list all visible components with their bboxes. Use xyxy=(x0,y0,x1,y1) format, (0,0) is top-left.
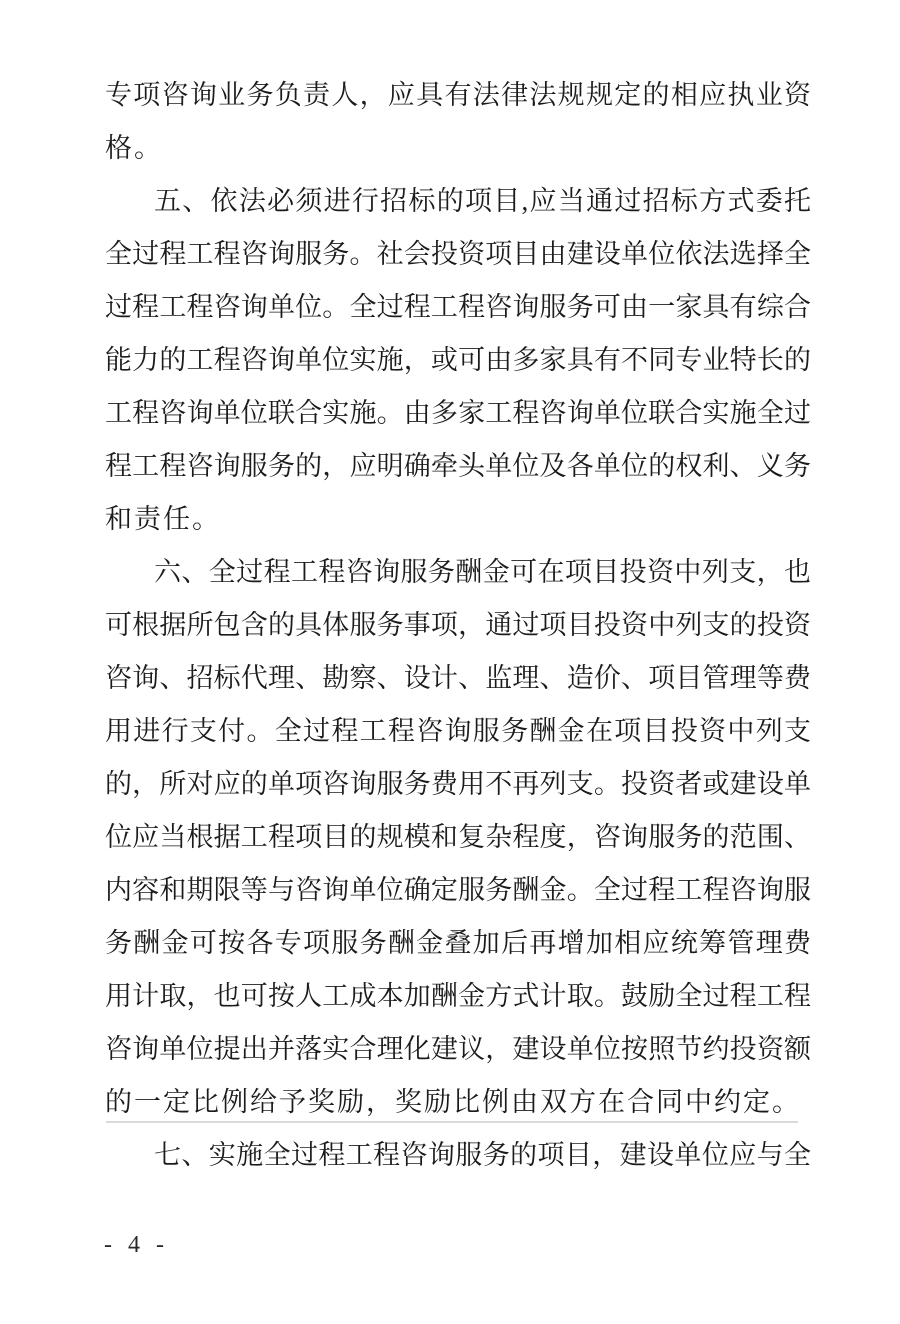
text-line: 过程工程咨询单位。全过程工程咨询服务可由一家具有综合 xyxy=(105,292,811,322)
separator-line xyxy=(106,1121,798,1123)
text-line: 咨询、招标代理、勘察、设计、监理、造价、项目管理等费 xyxy=(105,663,811,693)
text-line: 内容和期限等与咨询单位确定服务酬金。全过程工程咨询服 xyxy=(105,875,811,905)
document-text-block xyxy=(105,69,811,1182)
text-line: 程工程咨询服务的，应明确牵头单位及各单位的权利、义务 xyxy=(105,451,811,481)
text-line: 工程咨询单位联合实施。由多家工程咨询单位联合实施全过 xyxy=(105,398,811,428)
text-line: 用计取，也可按人工成本加酬金方式计取。鼓励全过程工程 xyxy=(105,981,811,1011)
paragraph-item-6 xyxy=(105,546,811,1129)
text-line: 六、全过程工程咨询服务酬金可在项目投资中列支，也 xyxy=(154,557,811,587)
text-line: 七、实施全过程工程咨询服务的项目，建设单位应与全 xyxy=(154,1140,811,1170)
text-line: 全过程工程咨询服务。社会投资项目由建设单位依法选择全 xyxy=(105,239,811,269)
text-line: 用进行支付。全过程工程咨询服务酬金在项目投资中列支 xyxy=(105,716,811,746)
paragraph-item-5 xyxy=(105,175,811,546)
paragraph-continuation xyxy=(105,69,811,175)
text-line: 咨询单位提出并落实合理化建议，建设单位按照节约投资额 xyxy=(105,1034,811,1064)
paragraph-item-7 xyxy=(105,1129,811,1182)
text-line: 格。 xyxy=(105,133,163,163)
text-line: 和责任。 xyxy=(105,504,221,534)
text-line: 的，所对应的单项咨询服务费用不再列支。投资者或建设单 xyxy=(105,769,811,799)
text-line: 五、依法必须进行招标的项目,应当通过招标方式委托 xyxy=(154,186,811,216)
text-line: 位应当根据工程项目的规模和复杂程度，咨询服务的范围、 xyxy=(105,822,811,852)
text-line: 专项咨询业务负责人，应具有法律法规规定的相应执业资 xyxy=(105,80,811,110)
text-line: 能力的工程咨询单位实施，或可由多家具有不同专业特长的 xyxy=(105,345,811,375)
text-line: 可根据所包含的具体服务事项，通过项目投资中列支的投资 xyxy=(105,610,811,640)
page-number: - 4 - xyxy=(104,1232,169,1258)
text-line: 的一定比例给予奖励，奖励比例由双方在合同中约定。 xyxy=(105,1087,801,1117)
text-line: 务酬金可按各专项服务酬金叠加后再增加相应统筹管理费 xyxy=(105,928,811,958)
